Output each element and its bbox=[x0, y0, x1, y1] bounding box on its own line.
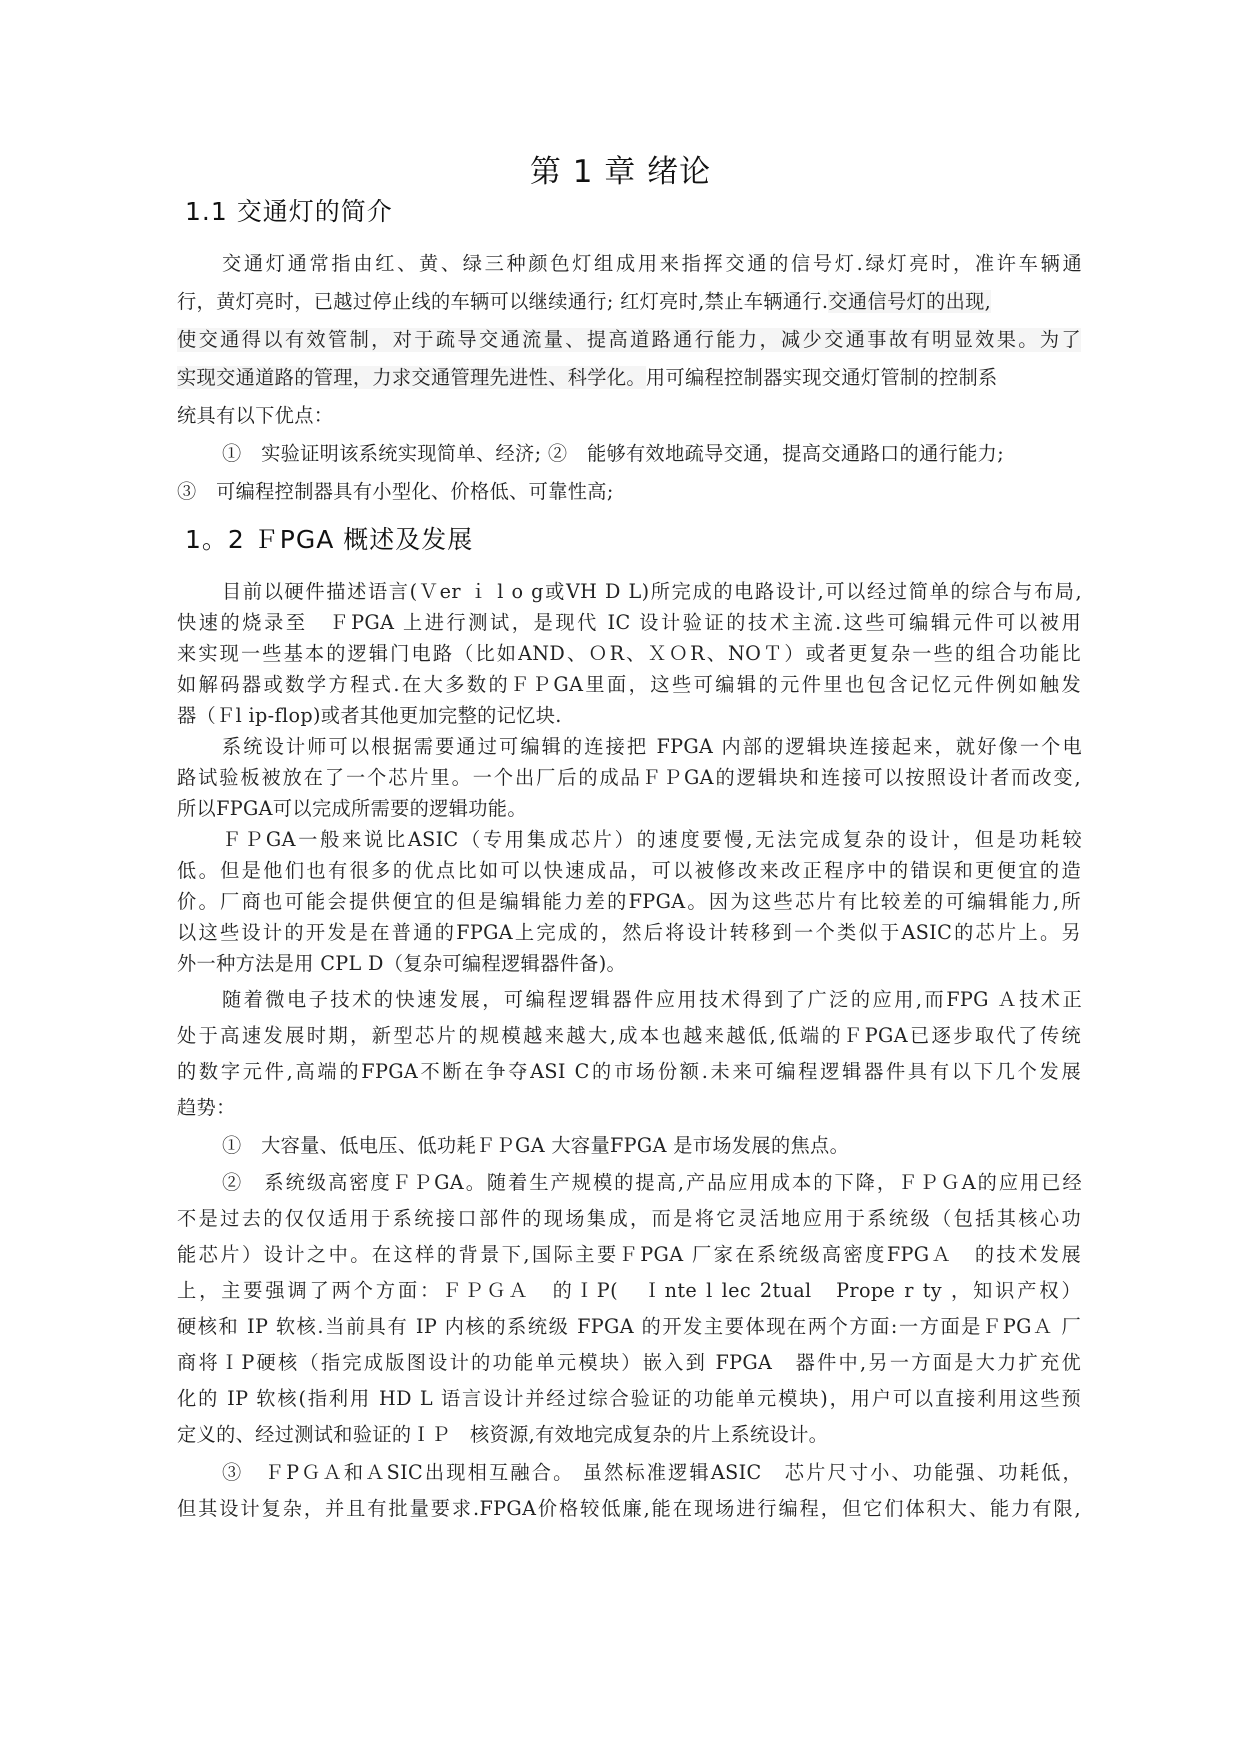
paragraph-line: 随着微电子技术的快速发展，可编程逻辑器件应用技术得到了广泛的应用,而FPG Ａ技术正 bbox=[222, 988, 1082, 1011]
paragraph-line bbox=[177, 290, 1081, 314]
paragraph-text: 行，黄灯亮时，已越过停止线的车辆可以继续通行; 红灯亮时,禁止车辆通行. bbox=[177, 290, 829, 313]
paragraph-line: 路试验板被放在了一个芯片里。一个出厂后的成品ＦＰGA的逻辑块和连接可以按照设计者而改变, bbox=[177, 766, 1081, 789]
list-item-line: ① 大容量、低电压、低功耗ＦＰGA 大容量FPGA 是市场发展的焦点。 bbox=[222, 1134, 850, 1157]
paragraph-line: 的数字元件,高端的FPGA不断在争夺ASI C的市场份额.未来可编程逻辑器件具有以下几个发展 bbox=[177, 1060, 1081, 1083]
paragraph-line: 能芯片）设计之中。在这样的背景下,国际主要ＦPGA 厂家在系统级高密度FPGＡ 的技术发展 bbox=[177, 1243, 1081, 1266]
list-item-line: ③ ＦPＧＡ和ＡSIC出现相互融合。 虽然标准逻辑ASIC 芯片尺寸小、功能强、功耗低， bbox=[222, 1461, 1082, 1484]
paragraph-line: 化的 IP 软核(指利用 HD L 语言设计并经过综合验证的功能单元模块)，用户可以直接利用这些预 bbox=[177, 1387, 1081, 1410]
highlighted-text: 交通信号灯的出现, bbox=[828, 290, 992, 313]
paragraph-line: 统具有以下优点： bbox=[177, 404, 334, 427]
section-title-fpga: 1。2 ＦPGA 概述及发展 bbox=[185, 525, 474, 554]
paragraph-line: 低。但是他们也有很多的优点比如可以快速成品，可以被修改来改正程序中的错误和更便宜的造 bbox=[177, 859, 1081, 882]
paragraph-line: 快速的烧录至 ＦPGA 上进行测试，是现代 IC 设计验证的技术主流.这些可编辑元件可以被用 bbox=[177, 611, 1081, 634]
paragraph-line: 交通灯通常指由红、黄、绿三种颜色灯组成用来指挥交通的信号灯.绿灯亮时，准许车辆通 bbox=[222, 252, 1082, 275]
paragraph-line: 趋势： bbox=[177, 1096, 236, 1119]
paragraph-line: 上，主要强调了两个方面：ＦＰＧＡ 的ＩP( Ｉnte l lec 2tual Prope r ty ，知识产权） bbox=[177, 1279, 1081, 1302]
list-item-line: ① 实验证明该系统实现简单、经济; ② 能够有效地疏导交通，提高交通路口的通行能力; bbox=[222, 442, 1005, 465]
paragraph-line: 如解码器或数学方程式.在大多数的ＦＰGA里面，这些可编辑的元件里也包含记忆元件例如触发 bbox=[177, 673, 1081, 696]
highlighted-text: 实现交通道路的管理，力求交通管理先进性、科学化。 bbox=[177, 366, 646, 389]
paragraph-line: 处于高速发展时期，新型芯片的规模越来越大,成本也越来越低,低端的ＦPGA已逐步取代了传统 bbox=[177, 1024, 1081, 1047]
paragraph-line: 硬核和 IP 软核.当前具有 IP 内核的系统级 FPGA 的开发主要体现在两个方面:一方面是ＦPGＡ 厂 bbox=[177, 1315, 1081, 1338]
section-title-traffic-light: 1.1 交通灯的简介 bbox=[185, 197, 393, 226]
paragraph-line: 但其设计复杂，并且有批量要求.FPGA价格较低廉,能在现场进行编程，但它们体积大、能力有限, bbox=[177, 1497, 1081, 1520]
paragraph-line: 不是过去的仅仅适用于系统接口部件的现场集成，而是将它灵活地应用于系统级（包括其核心功 bbox=[177, 1207, 1081, 1230]
paragraph-line: 所以FPGA可以完成所需要的逻辑功能。 bbox=[177, 797, 527, 820]
paragraph-line: 商将ＩP硬核（指完成版图设计的功能单元模块）嵌入到 FPGA 器件中,另一方面是大力扩充优 bbox=[177, 1351, 1081, 1374]
paragraph-line: 以这些设计的开发是在普通的FPGA上完成的，然后将设计转移到一个类似于ASIC的芯片上。另 bbox=[177, 921, 1081, 944]
paragraph-line-highlighted: 使交通得以有效管制，对于疏导交通流量、提高道路通行能力，减少交通事故有明显效果。为了 bbox=[177, 328, 1081, 351]
paragraph-line: 器（Ｆl ip-flop)或者其他更加完整的记忆块. bbox=[177, 704, 562, 727]
paragraph-line bbox=[177, 366, 1081, 390]
paragraph-text: 用可编程控制器实现交通灯管制的控制系 bbox=[645, 366, 998, 389]
paragraph-line: 系统设计师可以根据需要通过可编辑的连接把 FPGA 内部的逻辑块连接起来，就好像一个电 bbox=[222, 735, 1082, 758]
list-item-line: ③ 可编程控制器具有小型化、价格低、可靠性高; bbox=[177, 480, 614, 503]
paragraph-line: 外一种方法是用 CPL D（复杂可编程逻辑器件备)。 bbox=[177, 952, 627, 975]
chapter-title: 第 1 章 绪论 bbox=[529, 154, 712, 190]
paragraph-line: ＦＰGA一般来说比ASIC（专用集成芯片）的速度要慢,无法完成复杂的设计，但是功耗较 bbox=[222, 828, 1082, 851]
paragraph-line: 来实现一些基本的逻辑门电路（比如AND、ＯR、ＸＯR、NOＴ）或者更复杂一些的组合功能比 bbox=[177, 642, 1081, 665]
paragraph-line: 价。厂商也可能会提供便宜的但是编辑能力差的FPGA。因为这些芯片有比较差的可编辑能力,所 bbox=[177, 890, 1081, 913]
paragraph-line: 目前以硬件描述语言(Ｖer ｉ l o g或VH D L)所完成的电路设计,可以经过简单的综合与布局, bbox=[222, 580, 1082, 603]
list-item-line: ② 系统级高密度ＦＰGA。随着生产规模的提高,产品应用成本的下降，ＦＰＧA的应用已经 bbox=[222, 1171, 1082, 1194]
paragraph-line: 定义的、经过测试和验证的ＩＰ 核资源,有效地完成复杂的片上系统设计。 bbox=[177, 1423, 829, 1446]
